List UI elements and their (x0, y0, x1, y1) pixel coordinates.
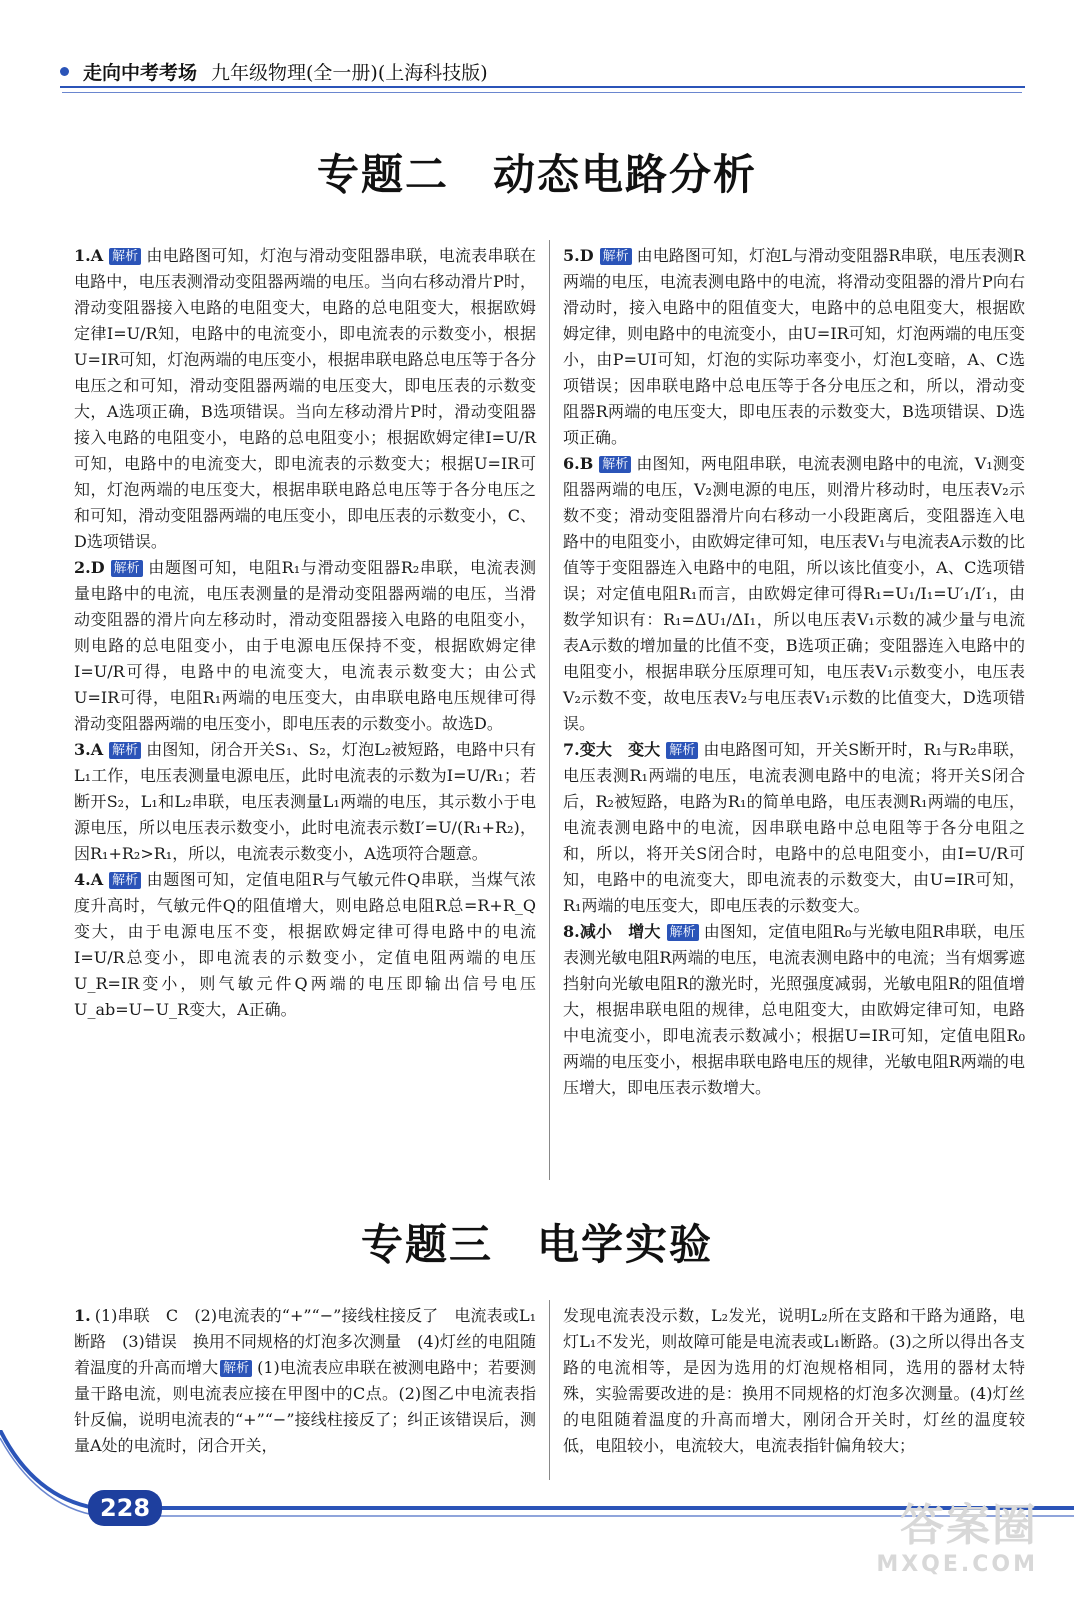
answer-text: 由题图可知，电阻R₁与滑动变阻器R₂串联，电流表测量电路中的电流，电压表测量的是滑动变阻器两端的电压，当滑动变阻器的滑片向左移动时，滑动变阻器接入电路的电阻变小，则电路的总电阻变小，由于电源电压保持不变，根据欧姆定律I=U/R可得，电路中的电流变大，电流表示数变大；由公式U=IR可得，电阻R₁两端的电压变大，由串联电路电压规律可得滑动变阻器两端的电压变小，即电压表的示数变小。故选D。 (74, 558, 536, 733)
analysis-tag: 解析 (599, 456, 631, 473)
column-divider (549, 240, 550, 1180)
analysis-tag: 解析 (666, 742, 698, 759)
answer-text: 由电路图可知，灯泡与滑动变阻器串联，电流表串联在电路中，电压表测滑动变阻器两端的电压。当向右移动滑片P时，滑动变阻器接入电路的电阻变大，电路的总电阻变大，根据欧姆定律I=U/R知，电路中的电流变小，即电流表的示数变小，根据U=IR可知，灯泡两端的电压变小，根据串联电路总电压等于各分电压之和可知，滑动变阻器两端的电压变大，即电压表的示数变大，A选项正确，B选项错误。当向左移动滑片P时，滑动变阻器接入电路的电阻变小，电路的总电阻变小；根据欧姆定律I=U/R可知，电路中的电流变大，即电流表的示数变大；根据U=IR可知，灯泡两端的电压变大，根据串联电路总电压等于各分电压之和可知，滑动变阻器两端的电压变小，即电压表的示数变小，C、D选项错误。 (74, 246, 536, 551)
section2-left-column (74, 243, 536, 1023)
section2-right-column (563, 243, 1025, 1101)
running-header (60, 54, 1010, 88)
answer-item (563, 919, 1025, 1101)
answer-number: 3.A (74, 740, 104, 759)
watermark-url: MXQE.COM (876, 1552, 1038, 1577)
answer-number: 1. (74, 1306, 91, 1325)
series-title: 走向中考考场 (83, 61, 198, 84)
answer-number: 7.变大 变大 (563, 740, 661, 759)
answer-number: 6.B (563, 454, 594, 473)
answer-item (563, 243, 1025, 451)
analysis-tag: 解析 (109, 248, 141, 265)
answer-number: 5.D (563, 246, 594, 265)
answer-text: 由电路图可知，灯泡L与滑动变阻器R串联，电压表测R两端的电压，电流表测电路中的电流，将滑动变阻器的滑片P向右滑动时，接入电路中的阻值变大，电路中的总电阻变大，根据欧姆定律，则电路中的电流变小，由U=IR可知，灯泡两端的电压变小，由P=UI可知，灯泡的实际功率变小，灯泡L变暗，A、C选项错误；因串联电路中总电压等于各分电压之和，所以，滑动变阻器R两端的电压变大，即电压表的示数变大，B选项错误、D选项正确。 (563, 246, 1025, 447)
analysis-tag: 解析 (220, 1360, 252, 1377)
section3-title: 专题三 电学实验 (360, 1220, 713, 1269)
answer-number: 2.D (74, 558, 105, 577)
answer-number: 4.A (74, 870, 104, 889)
answer-item (74, 737, 536, 867)
watermark-logo: 答案圈 (900, 1500, 1038, 1551)
page-number: 228 (88, 1490, 162, 1526)
site-watermark (838, 1500, 1038, 1590)
answer-item (74, 555, 536, 737)
analysis-tag: 解析 (109, 872, 141, 889)
answer-text: 由电路图可知，开关S断开时，R₁与R₂串联，电压表测R₁两端的电压，电流表测电路中的电流；将开关S闭合后，R₂被短路，电路为R₁的简单电路，电压表测R₁两端的电压，电流表测电路中的电流，因串联电路中总电阻等于各分电阻之和，所以，将开关S闭合时，电路中的总电阻变小，由I=U/R可知，电路中的电流变大，即电流表的示数变大，由U=IR可知，R₁两端的电压变大，即电压表的示数变大。 (563, 740, 1025, 915)
header-rule (60, 86, 1025, 88)
answer-item (74, 867, 536, 1023)
header-bullet-icon (60, 67, 69, 76)
header-rule-thin (62, 92, 1022, 93)
answer-text: 由图知，闭合开关S₁、S₂，灯泡L₂被短路，电路中只有L₁工作，电压表测量电源电压，此时电流表的示数为I=U/R₁；若断开S₂，L₁和L₂串联，电压表测量L₁两端的电压，其示数小于电源电压，所以电压表示数变小，此时电流表示数I′=U/(R₁+R₂)，因R₁+R₂>R₁，所以，电流表示数变小，A选项符合题意。 (74, 740, 536, 863)
section2-title: 专题二 动态电路分析 (316, 150, 757, 199)
answer-number: 8.减小 增大 (563, 922, 661, 941)
analysis-tag: 解析 (667, 924, 699, 941)
answer-number: 1.A (74, 246, 104, 265)
answer-key: (1)串联 C (2)电流表的“+”“−”接线柱接反了 电流表或L₁断路 (3)错误 换用不同规格的灯泡多次测量 (4)灯丝的电阻随着温度的升高而增大 (74, 1306, 536, 1377)
answer-text: 由题图可知，定值电阻R与气敏元件Q串联，当煤气浓度升高时，气敏元件Q的阻值增大，则电路总电阻R总=R+R_Q变大，由于电源电压不变，根据欧姆定律可得电路中的电流I=U/R总变小，即电流表的示数变小，定值电阻两端的电压U_R=IR变小，则气敏元件Q两端的电压即输出信号电压U_ab=U−U_R变大，A正确。 (74, 870, 536, 1019)
answer-item (563, 737, 1025, 919)
answer-text: 由图知，两电阻串联，电流表测电路中的电流，V₁测变阻器两端的电压，V₂测电源的电压，则滑片移动时，电压表V₂示数不变；滑动变阻器滑片向右移动一小段距离后，变阻器连入电路中的电阻变小，由欧姆定律可知，电压表V₁与电流表A示数的比值等于变阻器连入电路中的电阻，所以该比值变小，A、C选项错误；对定值电阻R₁而言，由欧姆定律可得R₁=U₁/I₁=U′₁/I′₁，由数学知识有：R₁=ΔU₁/ΔI₁，所以电压表V₁示数的减少量与电流表A示数的增加量的比值不变，B选项正确；变阻器连入电路中的电阻变小，根据串联分压原理可知，电压表V₁示数变小，电压表V₂示数不变，故电压表V₂与电压表V₁示数的比值变大，D选项错误。 (563, 454, 1025, 733)
answer-text: 发现电流表没示数，L₂发光，说明L₂所在支路和干路为通路，电灯L₁不发光，则故障可能是电流表或L₁断路。(3)之所以得出各支路的电流相等，是因为选用的灯泡规格相同，选用的器材太特殊，实验需要改进的是：换用不同规格的灯泡多次测量。(4)灯丝的电阻随着温度的升高而增大，刚闭合开关时，灯丝的温度较低，电阻较小，电流较大，电流表指针偏角较大； (563, 1306, 1025, 1455)
answer-text: (1)电流表应串联在被测电路中；若要测量干路电流，则电流表应接在甲图中的C点。(2)图乙中电流表指针反偏，说明电流表的“+”“−”接线柱接反了；纠正该错误后，测量A处的电流时，闭合开关， (74, 1358, 536, 1455)
book-title: 九年级物理(全一册)(上海科技版) (211, 61, 488, 84)
analysis-tag: 解析 (111, 560, 143, 577)
analysis-tag: 解析 (109, 742, 141, 759)
answer-item (563, 451, 1025, 737)
analysis-tag: 解析 (600, 248, 632, 265)
answer-item (74, 243, 536, 555)
answer-text: 由图知，定值电阻R₀与光敏电阻R串联，电压表测光敏电阻R两端的电压，电流表测电路中的电流；当有烟雾遮挡射向光敏电阻R的激光时，光照强度减弱，光敏电阻R的阻值增大，根据串联电阻的规律，总电阻变大，由欧姆定律可知，电路中电流变小，即电流表示数减小；根据U=IR可知，定值电阻R₀两端的电压变小，根据串联电路电压的规律，光敏电阻R两端的电压增大，即电压表示数增大。 (563, 922, 1025, 1097)
